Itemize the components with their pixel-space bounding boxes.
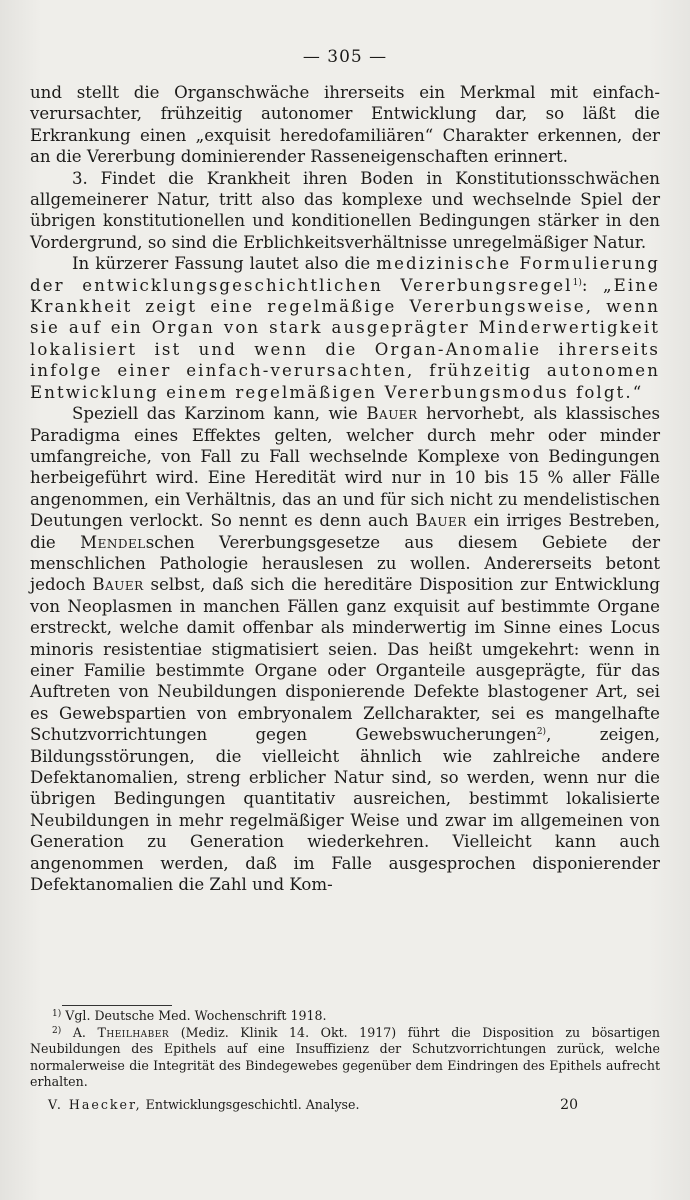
footnote-1-mark: 1) (52, 1009, 62, 1019)
footnotes (30, 1008, 660, 1091)
page-footer (48, 1097, 578, 1112)
author-name-bauer: Bauer (415, 511, 467, 531)
author-name-theilhaber: Theilhaber (97, 1024, 170, 1040)
footnote-1 (30, 1008, 660, 1025)
paragraph-1: und stellt die Organschwäche ihrerseits ein Merkmal mit einfach-verursachter, frühzeitig autonomer Entwicklung dar, so läßt die Erkrankung einen „exquisit heredofamiliären“ Charakter erkennen, der an die Vererbung dominierender Rasseneigenschaften erinnert. (30, 83, 660, 167)
footnote-ref-1: 1) (572, 277, 582, 288)
footnote-2 (30, 1025, 660, 1091)
footer-author: V. Haecker, (48, 1097, 142, 1112)
author-name-bauer: Bauer (92, 575, 144, 595)
p4-text-2: hervorhebt, als klassisches Paradigma eines Effektes gelten, welcher durch mehr oder minder umfangreiche, von Fall zu Fall wechselnde Komplexe von Bedingungen herbeigeführt wird. Eine Heredität wird nur in 10 bis 15 % aller Fälle angenommen, ein Verhältnis, das an und für sich nicht zu mendelistischen Deutungen verlockt. So nennt es denn auch (30, 404, 660, 531)
p4-text-6: , zeigen, Bildungsstörungen, die vielleicht ähnlich wie zahlreiche andere Defektanomalien, streng erblicher Natur sind, so werden, wenn nur die übrigen Bedingungen quantitativ ausreichen, bestimmt lokalisierte Neubildungen in mehr regelmäßiger Weise und zwar im allgemeinen von Generation zu Generation wiederkehren. Vielleicht kann auch angenommen werden, daß im Falle ausgesprochen disponierender Defektanomalien die Zahl und Kom- (30, 725, 661, 895)
p4-text-5: selbst, daß sich die hereditäre Disposition zur Entwicklung von Neoplasmen in manchen Fällen ganz exquisit auf bestimmte Organe erstreckt, welche damit offenbar als minderwertig im Sinne eines Locus minoris resistentiae stigmatisiert seien. Das heißt umgekehrt: wenn in einer Familie bestimmte Organe oder Organteile ausgeprägte, für das Auftreten von Neubildungen disponierende Defekte blastogener Art, sei es Gewebspartien von embryonalem Zellcharakter, sei es mangelhafte Schutzvorrichtungen gegen Gewebswucherungen (30, 575, 660, 745)
footnote-2-text: (Mediz. Klinik 14. Okt. 1917) führt die Disposition zu bösartigen Neubildungen des Epithels auf eine Insuffizienz der Schutzvorrichtungen zurück, welche normalerweise die Integrität des Bindegewebes gegenüber dem Eindringen des Epithels aufrecht erhalten. (30, 1024, 660, 1090)
p3-quote: „Eine Krankheit zeigt eine regelmäßige Vererbungsweise, wenn sie auf ein Organ von stark ausgeprägter Minderwertigkeit lokalisiert ist und wenn die Organ-Anomalie ihrerseits infolge einer einfach-verursachten, frühzeitig autonomen Entwicklung einem regelmäßigen Vererbungsmodus folgt.“ (30, 275, 660, 402)
footer-title: Entwicklungsgeschichtl. Analyse. (145, 1097, 360, 1112)
footnote-rule (62, 1005, 172, 1006)
p3-spaced-phrase: medizinische Formulierung der entwicklungsgeschichtlichen Vererbungsregel (30, 254, 660, 295)
footnote-1-text: Vgl. Deutsche Med. Wochenschrift 1918. (65, 1008, 327, 1023)
author-name-mendel: Mendel (80, 532, 146, 552)
signature-mark: 20 (560, 1097, 578, 1113)
paragraph-4 (30, 403, 660, 895)
p3-colon: : (581, 275, 588, 295)
p4-text-3: ein irriges Bestreben, die (30, 511, 661, 552)
paragraph-3 (30, 253, 660, 403)
footnote-2-mark: 2) (52, 1025, 62, 1036)
p4-text-1: Speziell das Karzinom kann, wie (72, 404, 358, 424)
p4-text-4: schen Vererbungsgesetze aus diesem Gebiete der menschlichen Pathologie herauslesen zu wollen. Andererseits betont jedoch (30, 532, 660, 595)
footnote-ref-2: 2) (536, 727, 547, 738)
author-name-bauer: Bauer (366, 404, 418, 424)
paragraph-2: 3. Findet die Krankheit ihren Boden in Konstitutionsschwächen allgemeinerer Natur, tritt also das komplexe und wechselnde Spiel der übrigen konstitutionellen und konditionellen Bedingungen stärker in den Vordergrund, so sind die Erblichkeitsverhältnisse unregelmäßiger Natur. (30, 168, 660, 252)
p3-intro: In kürzerer Fassung lautet also die (72, 254, 371, 274)
main-text (30, 82, 660, 895)
footnote-2-prefix: A. (72, 1024, 86, 1040)
page-number: — 305 — (302, 47, 388, 67)
